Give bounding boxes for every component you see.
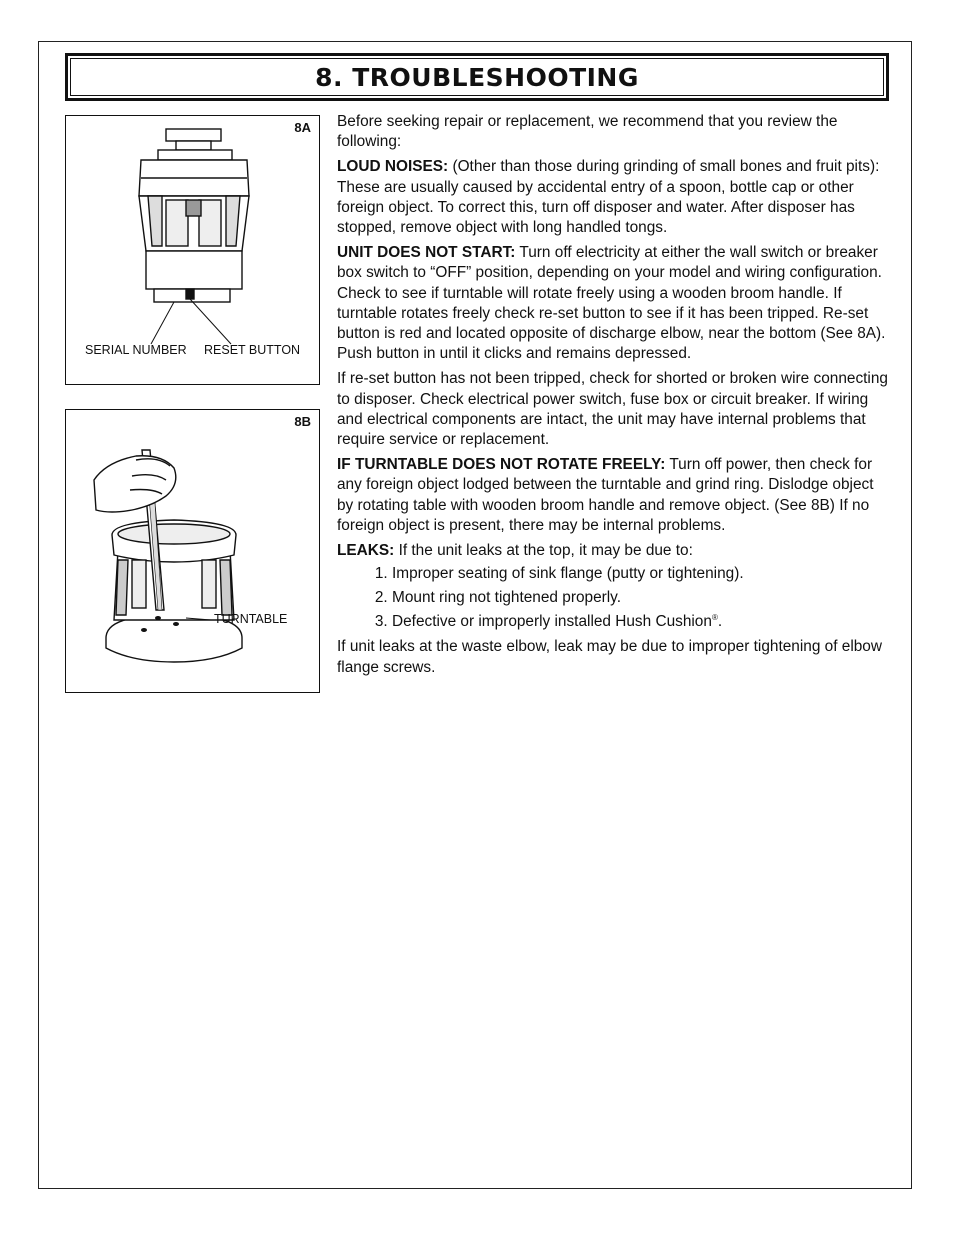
reset-not-tripped-text: If re-set button has not been tripped, check for shorted or broken wire connecting to disposer. Check electrical power switch, fuse box or circuit breaker. If wiring and electrical components are intact, the unit may have internal problems that require service or replacement. (337, 370, 888, 449)
page-title: 8. TROUBLESHOOTING (315, 62, 639, 92)
leaks-paragraph (337, 541, 889, 561)
turntable-illustration (66, 410, 318, 691)
reset-button-label: RESET BUTTON (204, 343, 301, 357)
troubleshooting-text (337, 112, 889, 683)
figure-8a (65, 115, 320, 385)
intro-paragraph (337, 112, 889, 152)
serial-number-label: SERIAL NUMBER (85, 343, 187, 357)
intro-text: Before seeking repair or replacement, we recommend that you review the following: (337, 113, 838, 151)
figure-8b-tag: 8B (294, 414, 311, 429)
loud-noises-paragraph (337, 157, 889, 238)
turntable-heading: IF TURNTABLE DOES NOT ROTATE FREELY: (337, 456, 666, 474)
title-banner (65, 53, 889, 101)
loud-noises-body: (Other than those during grinding of small bones and fruit pits): These are usually caused by accidental entry of a spoon, bottle cap or other foreign object. To correct this, turn off disposer and water. After disposer has stopped, remove object with long handled tongs. (337, 158, 880, 237)
unit-not-start-heading: UNIT DOES NOT START: (337, 244, 516, 262)
leaks-heading: LEAKS: (337, 542, 395, 560)
turntable-paragraph (337, 455, 889, 536)
leaks-body: If the unit leaks at the top, it may be due to: (394, 542, 693, 560)
list-item-text: Defective or improperly installed Hush Cushion (392, 613, 712, 631)
list-item (392, 612, 889, 632)
registered-mark: ® (711, 613, 718, 623)
list-item (392, 564, 889, 584)
turntable-label: TURNTABLE (214, 612, 288, 626)
list-item-end: . (717, 613, 723, 631)
loud-noises-heading: LOUD NOISES: (337, 158, 449, 176)
list-item-text: Improper seating of sink flange (putty or tightening). (392, 565, 744, 583)
unit-not-start-paragraph (337, 243, 889, 364)
reset-not-tripped-paragraph (337, 369, 889, 450)
figure-8a-tag: 8A (294, 120, 311, 135)
waste-elbow-text: If unit leaks at the waste elbow, leak may be due to improper tightening of elbow flange screws. (337, 638, 882, 676)
figure-8b (65, 409, 320, 693)
unit-not-start-body: Turn off electricity at either the wall switch or breaker box switch to “OFF” position, depending on your model and wiring configuration. Check to see if turntable will rotate freely using a wooden broom handle. If turntable rotates freely check re-set button to see if it has been tripped. Re-set button is red and located opposite of discharge elbow, near the bottom (See 8A). Push button in until it clicks and remains depressed. (337, 244, 886, 363)
waste-elbow-paragraph (337, 637, 889, 677)
list-item-text: Mount ring not tightened properly. (392, 589, 622, 607)
leak-causes-list (337, 564, 889, 632)
turntable-body: Turn off power, then check for any foreign object lodged between the turntable and grind ring. Dislodge object by rotating table with wooden broom handle and remove object. (See 8B) If no foreign object is present, there may be internal problems. (337, 456, 874, 534)
list-item (392, 588, 889, 608)
